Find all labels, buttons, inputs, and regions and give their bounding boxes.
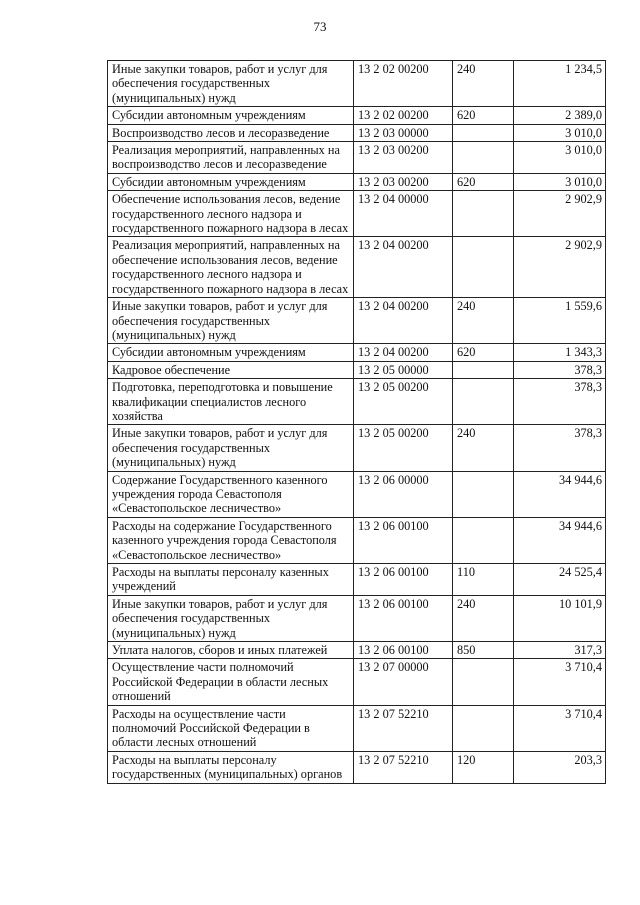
row-sum: 317,3 bbox=[514, 642, 606, 659]
row-sum: 203,3 bbox=[514, 751, 606, 783]
row-sum: 378,3 bbox=[514, 379, 606, 425]
budget-table bbox=[107, 60, 606, 784]
table-row bbox=[108, 705, 606, 751]
table-row bbox=[108, 361, 606, 378]
row-code: 13 2 02 00200 bbox=[354, 61, 453, 107]
row-name: Иные закупки товаров, работ и услуг для обеспечения государственных (муниципальных) нужд bbox=[108, 425, 354, 471]
row-type bbox=[453, 517, 514, 563]
row-sum: 378,3 bbox=[514, 361, 606, 378]
row-name: Расходы на содержание Государственного казенного учреждения города Севастополя «Севастопольское лесничество» bbox=[108, 517, 354, 563]
row-sum: 24 525,4 bbox=[514, 564, 606, 596]
table-row bbox=[108, 379, 606, 425]
table-row bbox=[108, 642, 606, 659]
table-row bbox=[108, 564, 606, 596]
row-name: Уплата налогов, сборов и иных платежей bbox=[108, 642, 354, 659]
page-number: 73 bbox=[313, 19, 327, 34]
row-sum: 378,3 bbox=[514, 425, 606, 471]
row-name: Иные закупки товаров, работ и услуг для обеспечения государственных (муниципальных) нужд bbox=[108, 298, 354, 344]
row-name: Расходы на выплаты персоналу казенных учреждений bbox=[108, 564, 354, 596]
row-code: 13 2 07 00000 bbox=[354, 659, 453, 705]
row-name: Субсидии автономным учреждениям bbox=[108, 107, 354, 124]
row-name: Расходы на осуществление части полномочий Российской Федерации в области лесных отношений bbox=[108, 705, 354, 751]
row-name: Субсидии автономным учреждениям bbox=[108, 344, 354, 361]
row-name: Осуществление части полномочий Российской Федерации в области лесных отношений bbox=[108, 659, 354, 705]
row-code: 13 2 04 00200 bbox=[354, 344, 453, 361]
table-row bbox=[108, 517, 606, 563]
table-row bbox=[108, 191, 606, 237]
table-row bbox=[108, 61, 606, 107]
row-type bbox=[453, 237, 514, 298]
row-sum: 2 389,0 bbox=[514, 107, 606, 124]
row-code: 13 2 04 00200 bbox=[354, 298, 453, 344]
row-type: 620 bbox=[453, 107, 514, 124]
table-row bbox=[108, 173, 606, 190]
row-code: 13 2 05 00200 bbox=[354, 379, 453, 425]
row-sum: 3 010,0 bbox=[514, 142, 606, 174]
row-type: 850 bbox=[453, 642, 514, 659]
row-code: 13 2 04 00200 bbox=[354, 237, 453, 298]
row-type: 240 bbox=[453, 61, 514, 107]
row-sum: 2 902,9 bbox=[514, 237, 606, 298]
table-row bbox=[108, 595, 606, 641]
row-code: 13 2 06 00100 bbox=[354, 517, 453, 563]
row-sum: 1 559,6 bbox=[514, 298, 606, 344]
row-code: 13 2 03 00000 bbox=[354, 124, 453, 141]
row-type bbox=[453, 659, 514, 705]
table-row bbox=[108, 298, 606, 344]
table-row bbox=[108, 751, 606, 783]
row-sum: 2 902,9 bbox=[514, 191, 606, 237]
row-type: 240 bbox=[453, 298, 514, 344]
row-type bbox=[453, 361, 514, 378]
row-code: 13 2 06 00000 bbox=[354, 471, 453, 517]
row-name: Расходы на выплаты персоналу государственных (муниципальных) органов bbox=[108, 751, 354, 783]
row-sum: 3 010,0 bbox=[514, 173, 606, 190]
row-name: Обеспечение использования лесов, ведение государственного лесного надзора и государственного пожарного надзора в лесах bbox=[108, 191, 354, 237]
row-type bbox=[453, 379, 514, 425]
row-sum: 1 343,3 bbox=[514, 344, 606, 361]
row-type bbox=[453, 471, 514, 517]
row-sum: 1 234,5 bbox=[514, 61, 606, 107]
row-code: 13 2 05 00200 bbox=[354, 425, 453, 471]
row-type: 620 bbox=[453, 173, 514, 190]
row-type bbox=[453, 142, 514, 174]
row-type: 620 bbox=[453, 344, 514, 361]
row-type bbox=[453, 124, 514, 141]
row-type: 240 bbox=[453, 595, 514, 641]
row-type: 110 bbox=[453, 564, 514, 596]
row-sum: 3 710,4 bbox=[514, 705, 606, 751]
row-name: Воспроизводство лесов и лесоразведение bbox=[108, 124, 354, 141]
table-row bbox=[108, 142, 606, 174]
row-code: 13 2 04 00000 bbox=[354, 191, 453, 237]
row-type: 120 bbox=[453, 751, 514, 783]
row-code: 13 2 07 52210 bbox=[354, 705, 453, 751]
table-row bbox=[108, 471, 606, 517]
row-code: 13 2 07 52210 bbox=[354, 751, 453, 783]
row-sum: 34 944,6 bbox=[514, 517, 606, 563]
table-row bbox=[108, 107, 606, 124]
row-sum: 3 010,0 bbox=[514, 124, 606, 141]
row-name: Кадровое обеспечение bbox=[108, 361, 354, 378]
row-type: 240 bbox=[453, 425, 514, 471]
row-type bbox=[453, 191, 514, 237]
row-name: Реализация мероприятий, направленных на воспроизводство лесов и лесоразведение bbox=[108, 142, 354, 174]
row-code: 13 2 05 00000 bbox=[354, 361, 453, 378]
row-code: 13 2 06 00100 bbox=[354, 642, 453, 659]
table-row bbox=[108, 237, 606, 298]
row-code: 13 2 02 00200 bbox=[354, 107, 453, 124]
row-name: Субсидии автономным учреждениям bbox=[108, 173, 354, 190]
row-sum: 34 944,6 bbox=[514, 471, 606, 517]
row-sum: 3 710,4 bbox=[514, 659, 606, 705]
row-code: 13 2 03 00200 bbox=[354, 173, 453, 190]
row-name: Иные закупки товаров, работ и услуг для обеспечения государственных (муниципальных) нужд bbox=[108, 595, 354, 641]
row-sum: 10 101,9 bbox=[514, 595, 606, 641]
row-code: 13 2 06 00100 bbox=[354, 595, 453, 641]
table-row bbox=[108, 659, 606, 705]
row-code: 13 2 03 00200 bbox=[354, 142, 453, 174]
row-type bbox=[453, 705, 514, 751]
row-name: Содержание Государственного казенного учреждения города Севастополя «Севастопольское лесничество» bbox=[108, 471, 354, 517]
row-name: Реализация мероприятий, направленных на обеспечение использования лесов, ведение государственного лесного надзора и государственного пожарного надзора в лесах bbox=[108, 237, 354, 298]
row-name: Подготовка, переподготовка и повышение квалификации специалистов лесного хозяйства bbox=[108, 379, 354, 425]
row-code: 13 2 06 00100 bbox=[354, 564, 453, 596]
table-row bbox=[108, 124, 606, 141]
table-row bbox=[108, 425, 606, 471]
table-row bbox=[108, 344, 606, 361]
row-name: Иные закупки товаров, работ и услуг для обеспечения государственных (муниципальных) нужд bbox=[108, 61, 354, 107]
